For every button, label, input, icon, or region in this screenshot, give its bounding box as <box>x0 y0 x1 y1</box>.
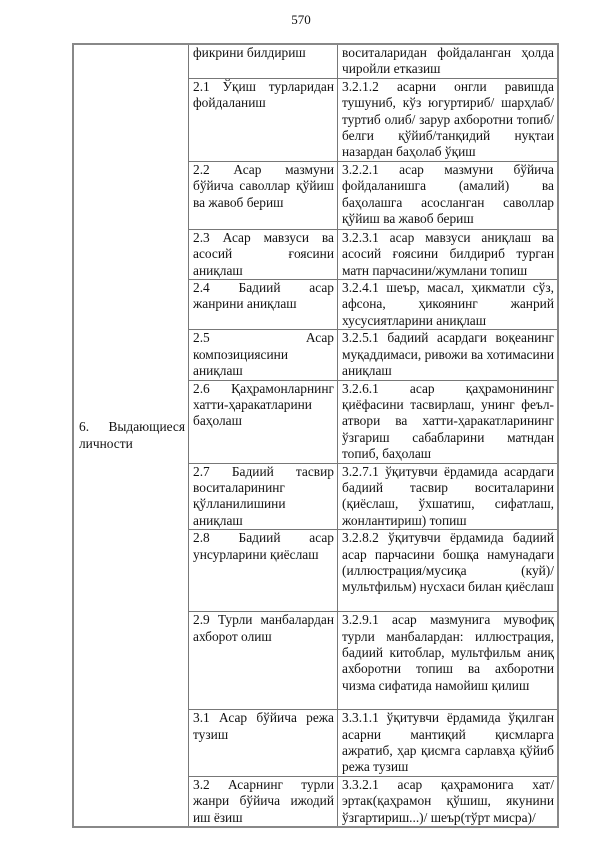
outcome-cell: 3.2.9.1 асар мазмунига мувофиқ турли манбалардан: иллюстрация, бадиий китоблар, мультфильм аниқ ахборотни топиш ва ахборотни чизма сифатида намойиш қилиш <box>338 612 559 710</box>
curriculum-table <box>72 43 559 828</box>
outcome-cell: 3.2.7.1 ўқитувчи ёрдамида асардаги бадиий тасвир воситаларини (қиёслаш, ўхшатиш, сифатлаш, жонлантириш) топиш <box>338 463 559 530</box>
outcome-cell: 3.2.4.1 шеър, масал, ҳикматли сўз, афсона, ҳикоянинг жанрий хусусиятларини аниқлаш <box>338 280 559 330</box>
outcome-cell: 3.2.2.1 асар мазмуни бўйича фойдаланишга (амалий) ва баҳолашга асосланган саволлар қўйиш ва жавоб бериш <box>338 161 559 229</box>
skill-cell: 2.3 Асар мавзуси ва асосий ғоясини аниқлаш <box>189 229 338 279</box>
skill-cell: 2.2 Асар мазмуни бўйича саволлар қўйиш ва жавоб бериш <box>189 161 338 229</box>
section-cell <box>73 44 189 827</box>
outcome-cell: 3.2.6.1 асар қаҳрамонининг қиёфасини тасвирлаш, унинг феъл-атвори ва хатти-ҳаракатларининг ўзгариш сабабларини матндан топиб, баҳолаш <box>338 380 559 463</box>
outcome-cell: 3.2.3.1 асар мавзуси аниқлаш ва асосий ғоясини билдириб турган матн парчасини/жумлани топиш <box>338 229 559 279</box>
skill-cell: 2.4 Бадиий асар жанрини аниқлаш <box>189 280 338 330</box>
outcome-cell: 3.3.1.1 ўқитувчи ёрдамида ўқилган асарни мантиқий қисмларга ажратиб, ҳар қисмга сарлавҳа қўйиб режа тузиш <box>338 710 559 777</box>
skill-cell: 2.1 Ўқиш турларидан фойдаланиш <box>189 78 338 161</box>
skill-cell: 2.8 Бадиий асар унсурларини қиёслаш <box>189 530 338 612</box>
outcome-cell: 3.2.8.2 ўқитувчи ёрдамида бадиий асар парчасини бошқа намунадаги (иллюстрация/мусиқа (куй)/ мультфильм) нусхаси билан қиёслаш <box>338 530 559 612</box>
skill-cell: 3.2 Асарнинг турли жанри бўйича ижодий иш ёзиш <box>189 776 338 827</box>
table-row <box>73 44 558 78</box>
outcome-cell: воситаларидан фойдаланган ҳолда чиройли етказиш <box>338 44 559 78</box>
outcome-cell: 3.3.2.1 асар қаҳрамонига хат/ эртак(қаҳрамон қўшиш, якунини ўзгартириш...)/ шеър(тўрт мисра)/ <box>338 776 559 827</box>
page-number: 570 <box>291 12 311 27</box>
skill-cell: 2.7 Бадиий тасвир воситаларининг қўлланилишини аниқлаш <box>189 463 338 530</box>
skill-cell: 3.1 Асар бўйича режа тузиш <box>189 710 338 777</box>
skill-cell: 2.6 Қаҳрамонларнинг хатти-ҳаракатларини баҳолаш <box>189 380 338 463</box>
skill-cell: 2.5 Асар композициясини аниқлаш <box>189 330 338 380</box>
section-title: 6. Выдающиеся личности <box>79 419 185 451</box>
outcome-cell: 3.2.5.1 бадиий асардаги воқеанинг муқаддимаси, ривожи ва хотимасини аниқлаш <box>338 330 559 380</box>
skill-cell: фикрини билдириш <box>189 44 338 78</box>
skill-cell: 2.9 Турли манбалардан ахборот олиш <box>189 612 338 710</box>
outcome-cell: 3.2.1.2 асарни онгли равишда тушуниб, кўз югуртириб/ шарҳлаб/ туртиб олиб/ зарур ахборотни топиб/ белги қўйиб/танқидий нуқтаи назардан баҳолаб ўқиш <box>338 78 559 161</box>
